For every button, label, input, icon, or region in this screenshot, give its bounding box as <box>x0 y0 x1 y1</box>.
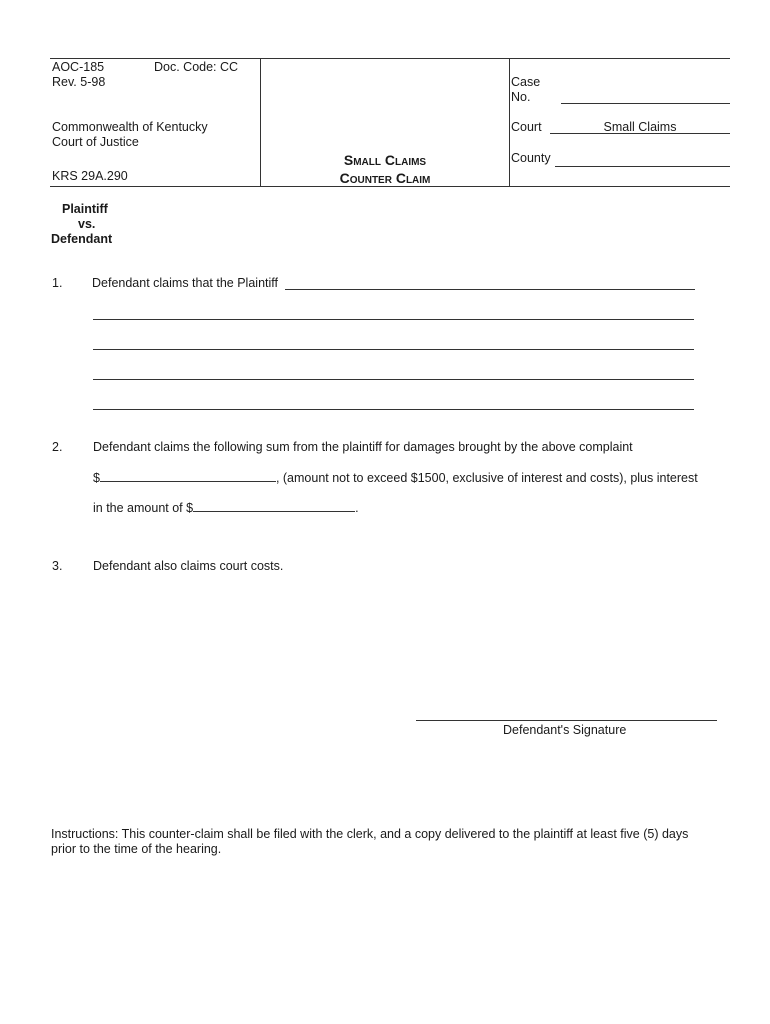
county-label: County <box>511 151 551 165</box>
damages-amount-line <box>93 470 698 486</box>
interest-amount-suffix: . <box>355 501 359 515</box>
damages-amount-field[interactable] <box>100 470 276 482</box>
instructions-line-1: Instructions: This counter-claim shall be filed with the clerk, and a copy delivered to the plaintiff at least five (5) days <box>51 827 689 841</box>
interest-amount-line <box>93 500 359 516</box>
form-revision: Rev. 5-98 <box>52 75 106 89</box>
doc-code: Doc. Code: CC <box>154 60 239 74</box>
case-no-field[interactable] <box>561 88 730 104</box>
item-3-number: 3. <box>52 559 63 573</box>
damages-amount-prefix: $ <box>93 471 100 485</box>
interest-amount-prefix: in the amount of $ <box>93 501 194 515</box>
form-number: AOC-185 <box>52 60 105 74</box>
header-divider-right <box>509 58 510 186</box>
versus-label: vs. <box>78 217 96 231</box>
signature-label: Defendant's Signature <box>503 723 627 737</box>
signature-line[interactable] <box>416 720 717 721</box>
case-no-label: No. <box>511 90 531 104</box>
item-1-number: 1. <box>52 276 63 290</box>
instructions-line-2: prior to the time of the hearing. <box>51 842 222 856</box>
court-label: Court <box>511 120 542 134</box>
item-1-field-line-5[interactable] <box>93 409 694 410</box>
header-top-rule <box>50 58 730 59</box>
item-3-text: Defendant also claims court costs. <box>93 559 284 573</box>
statute-reference: KRS 29A.290 <box>52 169 128 183</box>
court-field[interactable]: Small Claims <box>550 120 730 134</box>
item-2-text: Defendant claims the following sum from the plaintiff for damages brought by the above complaint <box>93 440 633 454</box>
item-1-field-line-3[interactable] <box>93 349 694 350</box>
item-2-number: 2. <box>52 440 63 454</box>
case-label: Case <box>511 75 541 89</box>
item-1-field-line-1[interactable] <box>285 289 695 290</box>
form-title-line1: Small Claims <box>343 152 427 168</box>
state-name: Commonwealth of Kentucky <box>52 120 208 134</box>
court-of-justice: Court of Justice <box>52 135 139 149</box>
form-title-line2: Counter Claim <box>339 170 431 186</box>
plaintiff-label: Plaintiff <box>62 202 108 216</box>
item-1-field-line-2[interactable] <box>93 319 694 320</box>
item-1-field-line-4[interactable] <box>93 379 694 380</box>
interest-amount-field[interactable] <box>193 500 355 512</box>
defendant-label: Defendant <box>51 232 113 246</box>
damages-amount-suffix: , (amount not to exceed $1500, exclusive of interest and costs), plus interest <box>275 471 698 485</box>
county-field[interactable] <box>555 152 730 167</box>
item-1-text: Defendant claims that the Plaintiff <box>92 276 278 290</box>
